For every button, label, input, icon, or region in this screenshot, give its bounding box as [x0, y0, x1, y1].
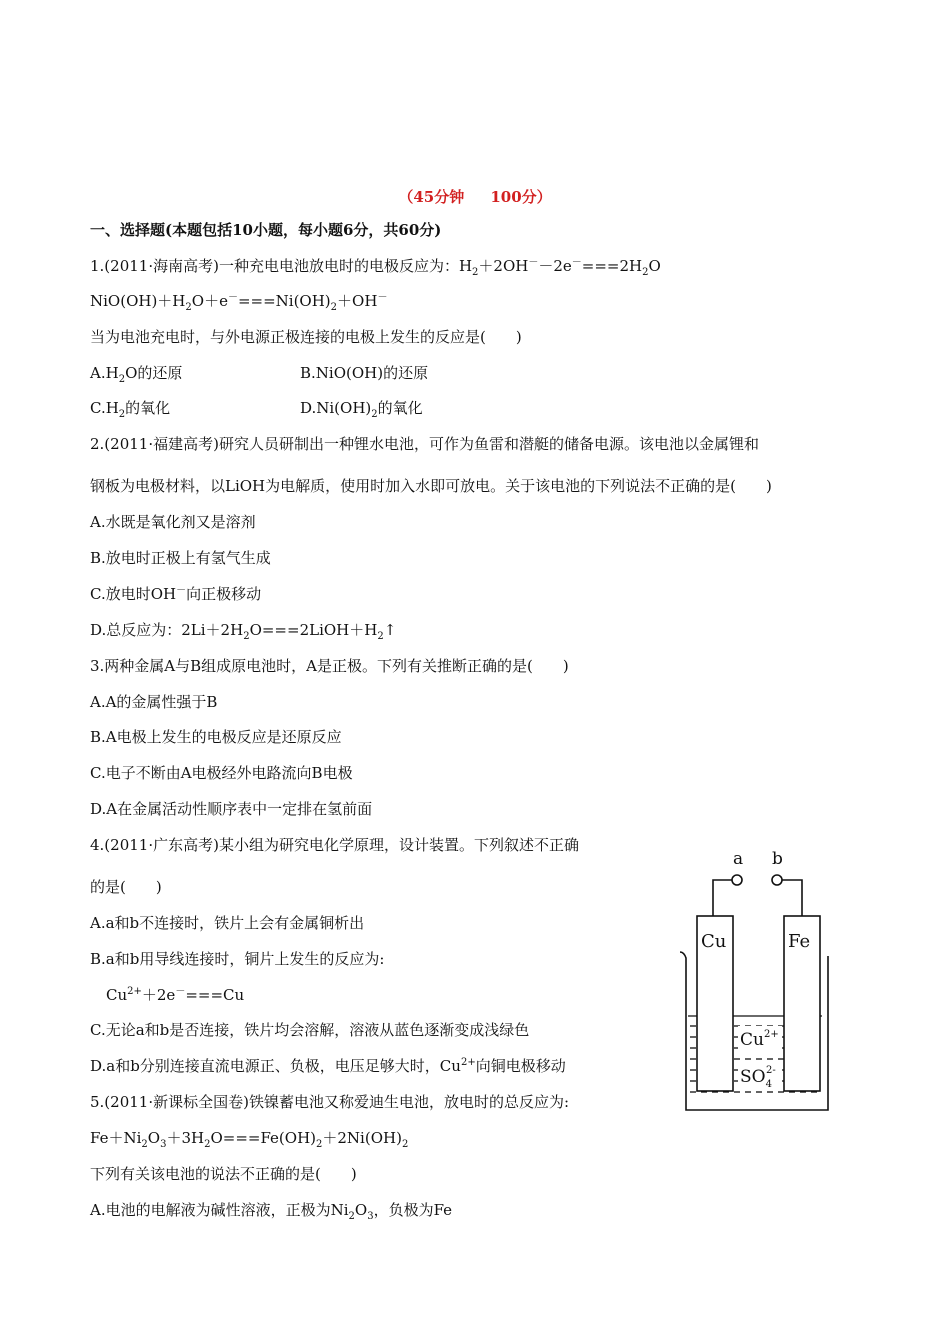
q3-option-d: D.A在金属活动性顺序表中一定排在氢前面 [90, 800, 373, 818]
q3-option-a: A.A的金属性强于B [90, 693, 218, 711]
copper-ion-label: $Cu^{2+}$ [740, 1029, 779, 1050]
q2-option-d: D.总反应为：$2Li+2H_2O===2LiOH+H_2↑$ [90, 621, 397, 642]
q2-option-c: C.放电时OH－向正极移动 [90, 585, 262, 603]
time-score-header [0, 186, 950, 207]
q5-option-a: A.电池的电解液为碱性溶液，正极为$Ni_2O_3$，负极为Fe [90, 1201, 453, 1222]
q5-equation: $Fe+Ni_2O_3+3H_2O===Fe(OH)_2+2Ni(OH)_2$ [90, 1129, 409, 1150]
q2-option-b: B.放电时正极上有氢气生成 [90, 549, 271, 567]
q1-option-a: $A.H_2O$的还原 [90, 364, 183, 385]
q4-stem-2: 的是( ) [90, 878, 162, 896]
q4-option-c: C.无论a和b是否连接，铁片均会溶解，溶液从蓝色逐渐变成浅绿色 [90, 1021, 530, 1039]
terminal-label-a: a [733, 849, 744, 869]
q1-stem: 1.(2011·海南高考)一种充电电池放电时的电极反应为：$H_2+2OH^--2e^-===2H_2O$ [90, 257, 661, 278]
terminal-label-b: b [772, 849, 783, 869]
wire-a [713, 880, 732, 916]
section-title: 一、选择题(本题包括10小题，每小题6分，共60分) [90, 221, 442, 239]
terminal-b [772, 875, 782, 885]
wire-b [782, 880, 802, 916]
iron-label: Fe [788, 931, 811, 952]
q1-option-c: $C.H_2$的氧化 [90, 399, 171, 420]
q2-stem-2: 钢板为电极材料，以LiOH为电解质，使用时加入水即可放电。关于该电池的下列说法不正确的是( ) [90, 477, 772, 495]
q5-question: 下列有关该电池的说法不正确的是( ) [90, 1165, 357, 1183]
q2-option-a: A.水既是氧化剂又是溶剂 [90, 513, 256, 531]
q4-option-a: A.a和b不连接时，铁片上会有金属铜析出 [90, 914, 365, 932]
q4-option-b: B.a和b用导线连接时，铜片上发生的反应为: [90, 950, 385, 968]
q2-stem-1: 2.(2011·福建高考)研究人员研制出一种锂水电池，可作为鱼雷和潜艇的储备电源。该电池以金属锂和 [90, 435, 759, 453]
q1-option-b: B.NiO(OH)的还原 [300, 364, 429, 382]
q1-option-d: $D.Ni(OH)_2$的氧化 [300, 399, 423, 420]
electrochemical-cell-diagram [676, 846, 834, 1116]
q3-stem: 3.两种金属A与B组成原电池时，A是正极。下列有关推断正确的是( ) [90, 657, 569, 675]
q4-option-b-equation: $Cu^{2+}+2e^-===Cu$ [106, 986, 245, 1004]
q4-stem-1: 4.(2011·广东高考)某小组为研究电化学原理，设计装置。下列叙述不正确 [90, 836, 579, 854]
q3-option-c: C.电子不断由A电极经外电路流向B电极 [90, 764, 353, 782]
q3-option-b: B.A电极上发生的电极反应是还原反应 [90, 728, 342, 746]
q1-question: 当为电池充电时，与外电源正极连接的电极上发生的反应是( ) [90, 328, 522, 346]
total-score: 100分） [490, 188, 552, 206]
sulfate-ion-label: $SO_42-$ [740, 1065, 776, 1090]
terminal-a [732, 875, 742, 885]
q1-equation: $NiO(OH)+H_2O+e^-===Ni(OH)_2+OH^-$ [90, 292, 388, 313]
copper-label: Cu [701, 931, 727, 952]
time-limit: （45分钟 [398, 188, 465, 206]
q5-stem: 5.(2011·新课标全国卷)铁镍蓄电池又称爱迪生电池，放电时的总反应为: [90, 1093, 570, 1111]
q4-option-d: D.a和b分别连接直流电源正、负极，电压足够大时，$Cu^{2+}$向铜电极移动 [90, 1057, 566, 1075]
